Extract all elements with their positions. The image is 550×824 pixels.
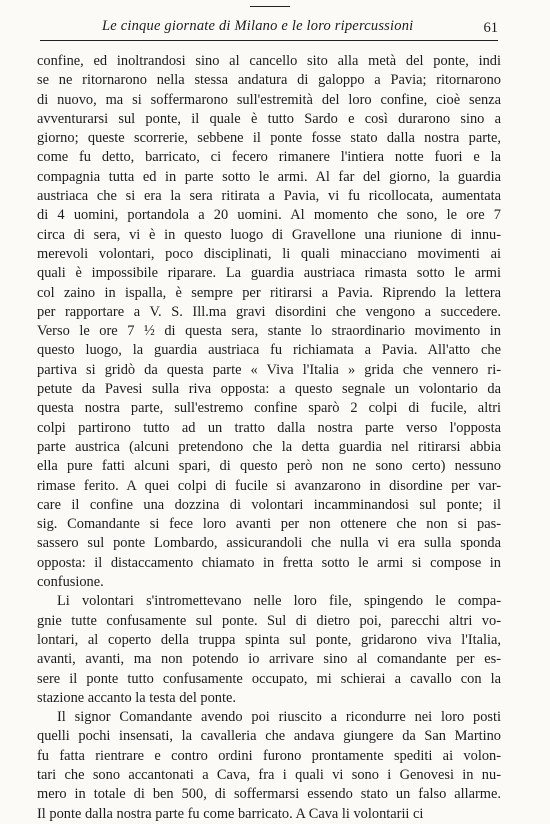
text-line: questa nostra parte, sull'estremo confine sparò 2 colpi di fucile, altri (37, 400, 501, 417)
running-title: Le cinque giornate di Milano e le loro ripercussioni (102, 18, 414, 34)
text-line: opposta: il distaccamento chiamato in fretta sotto le armi si compose in (37, 554, 501, 571)
text-line: mero in totale di ben 500, di soffermarsi essendo stato un falso allarme. (37, 786, 501, 803)
body-text (37, 52, 501, 824)
text-line: Verso le ore 7 ½ di questa sera, stante lo straordinario movimento in (37, 323, 501, 340)
text-line: parte austrica (alcuni pretendono che la detta guardia nel ritirarsi abbia (37, 438, 501, 455)
text-line: rimase ferito. A quei colpi di fucile si avanzarono in disordine per var- (37, 477, 501, 494)
page-header (40, 10, 498, 41)
text-line: Il signor Comandante avendo poi riuscito a ricondurre nei loro posti (57, 709, 501, 726)
text-line: avanti, avanti, ma non potendo io arrivare sino al comandante per es- (37, 651, 501, 668)
text-line: giorno; queste scorrerie, sebbene il ponte fosse stato dalla nostra parte, (37, 130, 501, 147)
text-line: come fu detto, barricato, ci fecero rimanere l'intiera notte fuori e la (37, 149, 501, 166)
text-line: col zaino in ispalla, è sempre per ritirarsi a Pavia. Riprendo la lettera (37, 284, 501, 301)
text-line: di 4 uomini, portandola a 20 uomini. Al momento che sono, le ore 7 (37, 207, 501, 224)
text-line: compagnia tutta ed in parte sotto le armi. Al far del giorno, la guardia (37, 168, 501, 185)
text-line: austriaca che si era la sera ritirata a Pavia, vi fu ricollocata, aumentata (37, 188, 501, 205)
text-line: colpi partirono tutto ad un tratto dalla nostra parte verso l'opposta (37, 419, 501, 436)
text-line: Li volontari s'intromettevano nelle loro file, spingendo le compa- (57, 593, 501, 610)
header-ornament (250, 6, 290, 11)
text-line: tari che sono accantonati a Cava, fra i quali vi sono i Genovesi in nu- (37, 766, 501, 783)
text-line: fu fatta rientrare e contro ordini furono prontamente spediti ai volon- (37, 747, 501, 764)
text-line: quali è impossibile riparare. La guardia austriaca rimasta sotto le armi (37, 265, 501, 282)
text-line: sig. Comandante si fece loro avanti per non ottenere che non si pas- (37, 516, 501, 533)
text-line: Il ponte dalla nostra parte fu come barricato. A Cava li volontarii ci (37, 805, 424, 822)
text-line: ella pure fatti alcuni spari, di questo però non ne sono certo) nessuno (37, 458, 501, 475)
page-number: 61 (483, 20, 498, 36)
text-line: care il confine una dozzina di volontari incamminandosi sul ponte; il (37, 496, 501, 513)
text-line: per rapportare a V. S. Ill.ma gravi disordini che vengono a succedere. (37, 303, 501, 320)
text-line: confusione. (37, 574, 104, 591)
text-line: circa di sera, vi è in questo luogo di Gravellone una riunione di innu- (37, 226, 501, 243)
text-line: questo luogo, la guardia austriaca fu richiamata a Pavia. All'atto che (37, 342, 501, 359)
text-line: merevoli volontari, poco disciplinati, li quali minacciano movimenti ai (37, 245, 501, 262)
text-line: sassero sul ponte Lombardo, assicurandoli che nulla vi era sulla sponda (37, 535, 501, 552)
text-line: stazione accanto la testa del ponte. (37, 689, 236, 706)
text-line: quelli pochi insensati, la cavalleria che andava giungere da San Martino (37, 728, 501, 745)
text-line: petute da Pavesi sulla riva opposta: a questo segnale un volontario da (37, 381, 501, 398)
text-line: avventurarsi sul ponte, il quale è tutto Sardo e così durarono sino a (37, 110, 501, 127)
text-line: confine, ed inoltrandosi sino al cancello sito alla metà del ponte, indi (37, 53, 501, 69)
text-line: se ne ritornarono nella stessa andatura di galoppo a Pavia; ritornarono (37, 72, 501, 89)
text-line: gnie tutte confusamente sul ponte. Sul di dietro poi, parecchi altri vo- (37, 612, 501, 629)
text-line: di nuovo, ma si soffermarono sull'estremità del loro confine, cioè senza (37, 91, 501, 108)
text-line: lontari, al coperto della truppa spinta sul ponte, gridarono viva l'Italia, (37, 631, 501, 648)
text-line: partiva si gridò da questa parte « Viva l'Italia » grida che vennero ri- (37, 361, 501, 378)
text-line: sere il ponte tutto confusamente occupato, mi schierai a cavallo con la (37, 670, 501, 687)
